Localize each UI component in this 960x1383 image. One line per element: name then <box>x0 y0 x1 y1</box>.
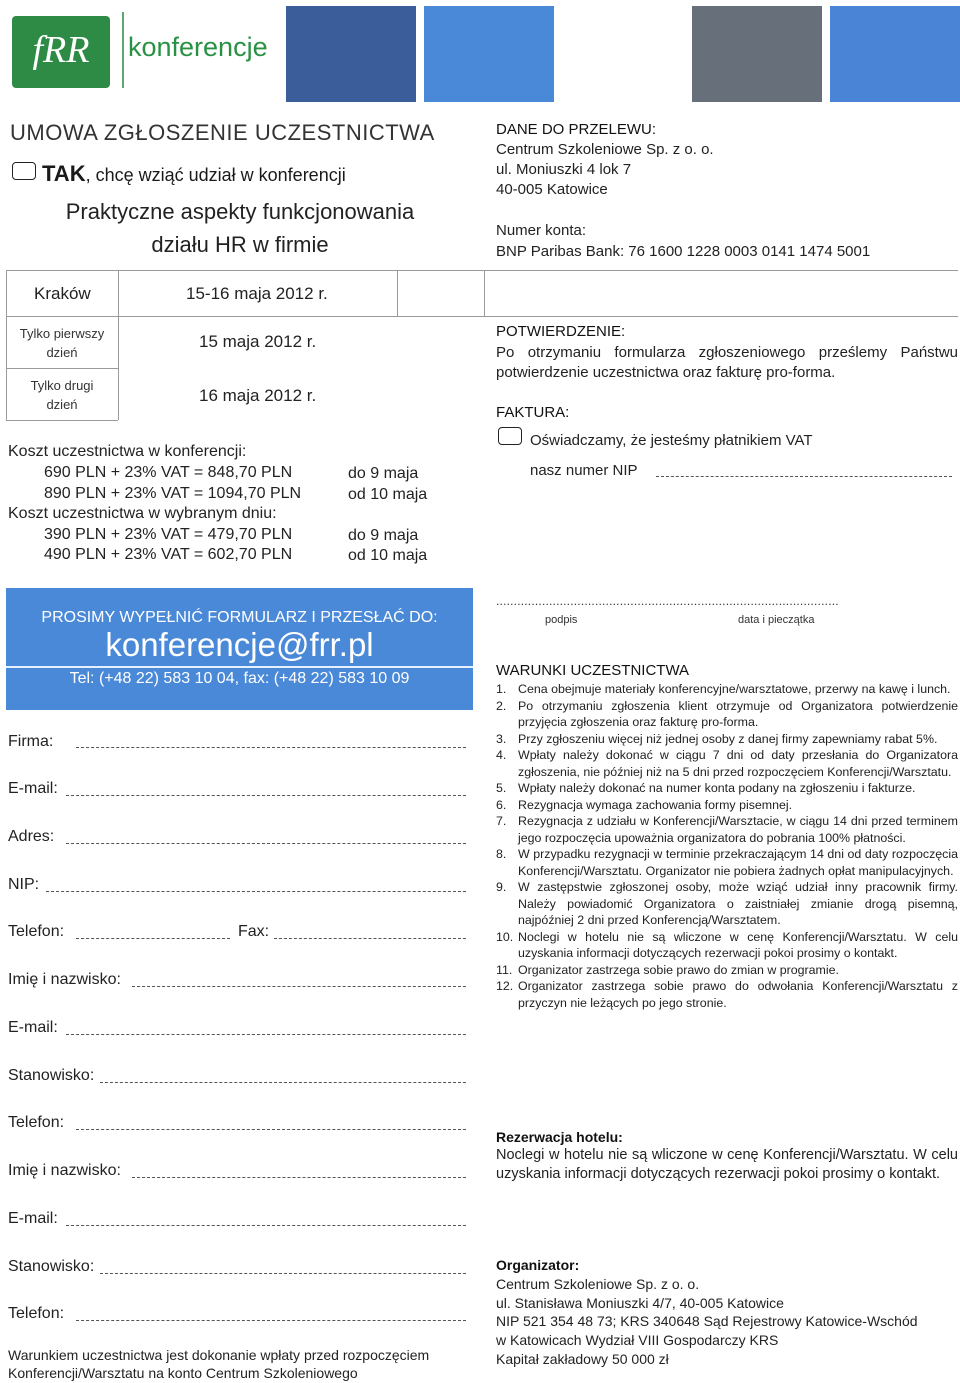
label-position-2: Stanowisko: <box>8 1258 95 1275</box>
day-deadline-1: do 9 maja <box>348 527 419 544</box>
table-border <box>397 270 398 316</box>
transfer-street: ul. Moniuszki 4 lok 7 <box>496 161 632 178</box>
nip-label: nasz numer NIP <box>530 462 638 479</box>
label-position-1: Stanowisko: <box>8 1067 95 1084</box>
table-border <box>118 270 119 420</box>
day-price-2: 490 PLN + 23% VAT = 602,70 PLN <box>44 546 293 563</box>
input-position-2[interactable] <box>100 1272 466 1274</box>
condition-item: 3. Przy zgłoszeniu więcej niż jednej osoby z danej firmy zapewniamy rabat 5%. <box>496 731 938 746</box>
input-adres[interactable] <box>66 842 466 844</box>
invoice-head: FAKTURA: <box>496 404 570 421</box>
table-border <box>6 368 118 369</box>
input-position-1[interactable] <box>100 1081 466 1083</box>
conf-price-2: 890 PLN + 23% VAT = 1094,70 PLN <box>44 485 302 502</box>
conf-price-1: 690 PLN + 23% VAT = 848,70 PLN <box>44 464 293 481</box>
contact-instruction: PROSIMY WYPEŁNIĆ FORMULARZ I PRZESŁAĆ DO: <box>41 609 438 626</box>
input-name-1[interactable] <box>132 985 466 987</box>
input-firma[interactable] <box>76 746 466 748</box>
table-border <box>6 316 958 317</box>
participation-confirm: TAK, chcę wziąć udział w konferencji <box>42 161 346 186</box>
signature-label: podpis <box>545 614 578 626</box>
condition-item: 1. Cena obejmuje materiały konferencyjne/warsztatowe, przerwy na kawę i lunch. <box>496 682 951 696</box>
condition-item: 8. W przypadku rezygnacji w terminie przekraczającym 14 dni od daty rozpoczęcia Konferencji/Warsztatu. Organizator nie pobiera żadnych opłat manipulacyjnych. <box>496 847 958 878</box>
account-label: Numer konta: <box>496 222 587 239</box>
hotel-text: Noclegi w hotelu nie są wliczone w cenę Konferencji/Warsztatu. W celu uzyskania informacji dotyczących rezerwacji pokoi prosimy o kontakt. <box>496 1147 958 1182</box>
condition-item: 4. Wpłaty należy dokonać w ciągu 7 dni od daty przesłania do Organizatora zgłoszenia, nie później niż na 5 dni przed rozpoczęciem Konferencji/Warsztatu. <box>496 748 958 779</box>
logo-text: fRR <box>32 29 90 71</box>
contact-phone: Tel: (+48 22) 583 10 04, fax: (+48 22) 583 10 09 <box>69 670 410 687</box>
label-nip: NIP: <box>8 876 40 893</box>
conditions-list <box>496 681 958 1011</box>
header-block-1 <box>286 6 416 102</box>
input-telefon-1[interactable] <box>76 937 230 939</box>
condition-item: 12. Organizator zastrzega sobie prawo do odwołania Konferencji/Warsztatu z przyczyn nie leżących po jego stronie. <box>496 979 958 1010</box>
brand-name: konferencje <box>128 32 268 62</box>
day-deadline-2: od 10 maja <box>348 547 428 564</box>
organizer-head: Organizator: <box>496 1257 580 1273</box>
input-telefon-2[interactable] <box>76 1128 466 1130</box>
day-price-1: 390 PLN + 23% VAT = 479,70 PLN <box>44 526 293 543</box>
event-dates: 15-16 maja 2012 r. <box>186 284 328 303</box>
condition-item: 2. Po otrzymaniu zgłoszenia klient otrzymuje od Organizatora potwierdzenie przyjęcia zgłoszenia oraz fakturę pro-forma. <box>496 698 958 729</box>
vat-checkbox[interactable] <box>498 427 522 445</box>
hotel-head: Rezerwacja hotelu: <box>496 1129 623 1145</box>
frr-logo <box>12 16 110 88</box>
transfer-company: Centrum Szkoleniowe Sp. z o. o. <box>496 141 714 158</box>
contact-box-stripe <box>6 666 473 668</box>
organizer-capital: Kapitał zakładowy 50 000 zł <box>496 1351 669 1367</box>
condition-item: 11. Organizator zastrzega sobie prawo do zmian w programie. <box>496 962 839 977</box>
logo-divider <box>122 12 124 88</box>
organizer-court: w Katowicach Wydział VIII Gospodarczy KRS <box>496 1332 779 1348</box>
confirmation-text: Po otrzymaniu formularza zgłoszeniowego prześlemy Państwu potwierdzenie uczestnictwa oraz fakturę pro-forma. <box>496 344 958 381</box>
conference-title-line2: działu HR w firmie <box>151 232 329 257</box>
label-telefon-3: Telefon: <box>8 1305 65 1322</box>
vat-statement: Oświadczamy, że jesteśmy płatnikiem VAT <box>530 432 813 449</box>
condition-item: 10. Noclegi w hotelu nie są wliczone w cenę Konferencji/Warsztatu. W celu uzyskania informacji dotyczących rezerwacji pokoi prosimy o kontakt. <box>496 929 958 960</box>
table-border-top <box>6 270 958 271</box>
conference-title-line1: Praktyczne aspekty funkcjonowania <box>65 199 415 224</box>
participation-checkbox[interactable] <box>12 162 36 180</box>
label-fax: Fax: <box>238 923 270 940</box>
payment-note: Warunkiem uczestnictwa jest dokonanie wpłaty przed rozpoczęciem Konferencji/Warsztatu na konto Centrum Szkoleniowego <box>8 1347 430 1381</box>
stamp-label: data i pieczątka <box>738 614 815 626</box>
condition-item: 5. Wpłaty należy dokonać na numer konta podany na zgłoszeniu i fakturze. <box>496 781 916 795</box>
input-nip[interactable] <box>46 890 466 892</box>
conf-deadline-2: od 10 maja <box>348 486 428 503</box>
label-firma: Firma: <box>8 733 54 750</box>
nip-field[interactable] <box>656 475 952 477</box>
label-name-1: Imię i nazwisko: <box>8 971 121 988</box>
conf-cost-head: Koszt uczestnictwa w konferencji: <box>8 443 247 460</box>
table-border <box>6 420 118 421</box>
city: Kraków <box>34 284 91 303</box>
day1-date: 15 maja 2012 r. <box>199 332 317 351</box>
label-telefon-1: Telefon: <box>8 923 65 940</box>
day2-date: 16 maja 2012 r. <box>199 386 317 405</box>
header-block-3 <box>692 6 822 102</box>
label-email-1: E-mail: <box>8 780 58 797</box>
confirmation-head: POTWIERDZENIE: <box>496 323 626 340</box>
condition-item: 7. Rezygnacja z udziału w Konferencji/Warsztacie, w ciągu 14 dni przed terminem jego rozpoczęcia upoważnia organizatora do pobrania 100% płatności. <box>496 814 958 845</box>
label-adres: Adres: <box>8 828 55 845</box>
transfer-head: DANE DO PRZELEWU: <box>496 121 657 138</box>
day1-label: Tylko pierwszy dzień <box>19 326 105 360</box>
input-name-2[interactable] <box>132 1176 466 1178</box>
input-email-2[interactable] <box>66 1033 466 1035</box>
input-telefon-3[interactable] <box>76 1319 466 1321</box>
input-email-3[interactable] <box>66 1224 466 1226</box>
label-email-3: E-mail: <box>8 1210 58 1227</box>
organizer-address: ul. Stanisława Moniuszki 4/7, 40-005 Katowice <box>496 1295 784 1311</box>
condition-item: 6. Rezygnacja wymaga zachowania formy pisemnej. <box>496 797 793 812</box>
input-email-1[interactable] <box>66 794 466 796</box>
input-fax[interactable] <box>274 937 466 939</box>
organizer-registry: NIP 521 354 48 73; KRS 340648 Sąd Rejestrowy Katowice-Wschód <box>496 1313 918 1329</box>
transfer-city: 40-005 Katowice <box>496 181 608 198</box>
label-telefon-2: Telefon: <box>8 1114 65 1131</box>
contact-email[interactable]: konferencje@frr.pl <box>105 626 374 663</box>
table-border <box>484 270 485 316</box>
label-name-2: Imię i nazwisko: <box>8 1162 121 1179</box>
account-number: BNP Paribas Bank: 76 1600 1228 0003 0141 1474 5001 <box>496 243 871 260</box>
organizer-name: Centrum Szkoleniowe Sp. z o. o. <box>496 1276 700 1292</box>
condition-item: 9. W zastępstwie zgłoszonej osoby, może wziąć udział inny pracownik firmy. Należy powiadomić Organizatora o zaistniałej zmianie drogą pisemną, najpóźniej 2 dni przed Konferencją/Warsztatem. <box>496 880 958 927</box>
day2-label: Tylko drugi dzień <box>30 378 94 412</box>
header-block-4 <box>830 6 960 102</box>
conditions-head: WARUNKI UCZESTNICTWA <box>496 662 690 679</box>
header-block-2 <box>424 6 554 102</box>
day-cost-head: Koszt uczestnictwa w wybranym dniu: <box>8 505 277 522</box>
signature-line[interactable]: ................................................................................................. <box>496 594 839 608</box>
conf-deadline-1: do 9 maja <box>348 465 419 482</box>
form-title: UMOWA ZGŁOSZENIE UCZESTNICTWA <box>10 120 435 145</box>
label-email-2: E-mail: <box>8 1019 58 1036</box>
